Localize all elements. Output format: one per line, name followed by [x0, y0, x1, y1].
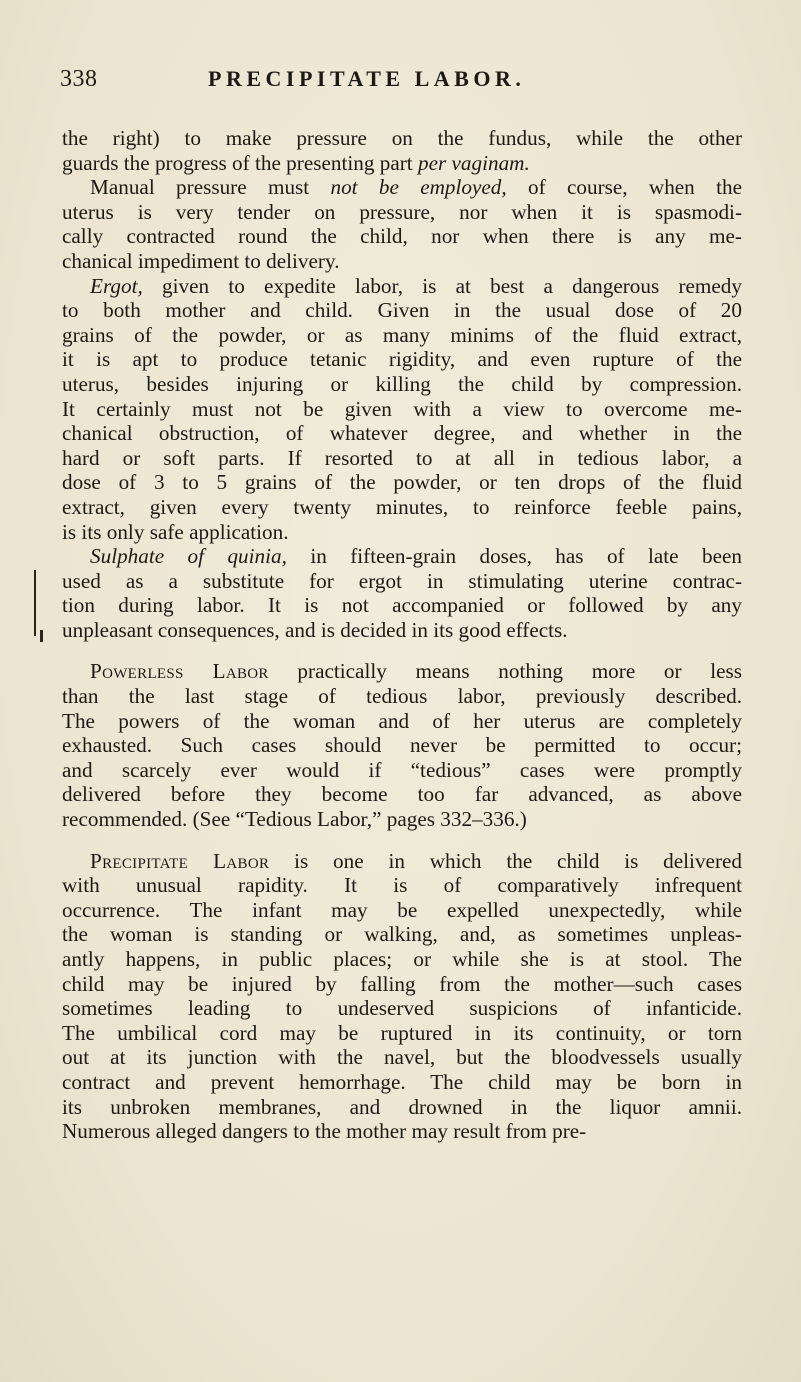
paragraph — [62, 659, 742, 831]
paragraph — [62, 544, 742, 642]
text-line — [62, 224, 742, 249]
text-run: the right) to make pressure on the fundus, while the other — [62, 126, 742, 150]
text-run: guards the progress of the presenting part — [62, 150, 418, 175]
text-line — [62, 175, 742, 200]
text-line — [62, 593, 742, 618]
text-line — [62, 347, 742, 372]
text-line — [62, 849, 742, 874]
page-header — [60, 66, 760, 96]
text-line — [62, 569, 742, 594]
text-line — [62, 151, 742, 176]
text-run: the woman is standing or walking, and, as sometimes unpleas- — [62, 922, 742, 947]
text-run: out at its junction with the navel, but the bloodvessels usually — [62, 1045, 742, 1070]
text-line — [62, 873, 742, 898]
body-text — [62, 126, 742, 1144]
text-run: unpleasant consequences, and is decided in its good effects. — [62, 617, 568, 642]
text-line — [62, 972, 742, 997]
text-run: chanical impediment to delivery. — [62, 248, 340, 273]
text-run: is its only safe application. — [62, 519, 289, 544]
running-head: PRECIPITATE LABOR. — [208, 66, 526, 91]
text-run: in fifteen-grain doses, has of late been — [286, 544, 742, 569]
text-run: given to expedite labor, is at best a dangerous remedy — [142, 273, 742, 298]
text-run: antly happens, in public places; or while she is at stool. The — [62, 947, 742, 971]
small-caps-run: Precipitate Labor — [90, 848, 270, 873]
text-line — [62, 249, 742, 274]
paragraph — [62, 126, 742, 175]
text-line — [62, 323, 742, 348]
text-run: The umbilical cord may be ruptured in its continuity, or torn — [62, 1020, 742, 1045]
text-line — [62, 495, 742, 520]
text-run: contract and prevent hemorrhage. The child may be born in — [62, 1069, 742, 1094]
text-line — [62, 1119, 742, 1144]
text-run: exhausted. Such cases should never be permitted to occur; — [62, 733, 742, 758]
text-run: It certainly must not be given with a view to overcome me- — [62, 396, 742, 421]
text-run: of course, when the — [506, 175, 742, 200]
text-run: delivered before they become too far advanced, as above — [62, 782, 742, 807]
text-run: child may be injured by falling from the mother—such cases — [62, 971, 742, 996]
text-run: is one in which the child is delivered — [269, 848, 742, 873]
text-line — [62, 659, 742, 684]
text-run: it is apt to produce tetanic rigidity, and even rupture of the — [62, 347, 742, 372]
text-run: chanical obstruction, of whatever degree, and whether in the — [62, 421, 742, 446]
paragraph — [62, 175, 742, 273]
text-line — [62, 684, 742, 709]
text-line — [62, 372, 742, 397]
text-line — [62, 898, 742, 923]
text-line — [62, 1045, 742, 1070]
paragraph — [62, 849, 742, 1144]
text-line — [62, 298, 742, 323]
text-line — [62, 782, 742, 807]
text-run: Manual pressure must — [90, 175, 331, 200]
text-line — [62, 947, 742, 972]
text-run: its unbroken membranes, and drowned in the liquor amnii. — [62, 1094, 742, 1119]
text-run: used as a substitute for ergot in stimulating uterine contrac- — [62, 568, 742, 593]
text-line — [62, 470, 742, 495]
text-line — [62, 922, 742, 947]
text-line — [62, 397, 742, 422]
text-run: recommended. (See “Tedious Labor,” pages 332–336.) — [62, 807, 527, 832]
text-run: practically means nothing more or less — [268, 659, 742, 684]
text-run: tion during labor. It is not accompanied or followed by any — [62, 593, 742, 618]
italic-run: not be employed, — [330, 175, 507, 200]
text-run: Numerous alleged dangers to the mother may result from pre- — [62, 1119, 587, 1144]
text-line — [62, 200, 742, 225]
text-line — [62, 520, 742, 545]
text-line — [62, 544, 742, 569]
text-line — [62, 446, 742, 471]
text-line — [62, 807, 742, 832]
margin-mark — [34, 570, 36, 636]
text-run: dose of 3 to 5 grains of the powder, or ten drops of the fluid — [62, 470, 742, 495]
text-line — [62, 274, 742, 299]
text-run: grains of the powder, or as many minims of the fluid extract, — [62, 322, 742, 347]
text-run: to both mother and child. Given in the usual dose of 20 — [62, 298, 742, 323]
text-line — [62, 421, 742, 446]
text-line — [62, 618, 742, 643]
text-line — [62, 758, 742, 783]
paragraph — [62, 274, 742, 545]
italic-run: per vaginam. — [417, 150, 530, 175]
text-line — [62, 126, 742, 151]
text-run: uterus, besides injuring or killing the child by compression. — [62, 371, 742, 396]
text-line — [62, 1070, 742, 1095]
text-run: with unusual rapidity. It is of comparatively infrequent — [62, 873, 742, 898]
text-line — [62, 996, 742, 1021]
paragraph-gap — [62, 642, 742, 659]
text-line — [62, 733, 742, 758]
page-number: 338 — [60, 66, 98, 92]
text-line — [62, 1095, 742, 1120]
text-run: extract, given every twenty minutes, to reinforce feeble pains, — [62, 494, 742, 519]
text-line — [62, 1021, 742, 1046]
text-run: uterus is very tender on pressure, nor when it is spasmodi- — [62, 199, 742, 224]
text-run: cally contracted round the child, nor when there is any me- — [62, 224, 742, 249]
text-run: sometimes leading to undeserved suspicions of infanticide. — [62, 996, 742, 1021]
italic-run: Sulphate of quinia, — [90, 544, 287, 569]
margin-mark — [40, 630, 43, 642]
text-run: hard or soft parts. If resorted to at all in tedious labor, a — [62, 445, 742, 470]
text-run: The powers of the woman and of her uterus are completely — [62, 708, 742, 733]
paragraph-gap — [62, 832, 742, 849]
text-line — [62, 709, 742, 734]
italic-run: Ergot, — [90, 273, 143, 298]
text-run: occurrence. The infant may be expelled unexpectedly, while — [62, 897, 742, 922]
text-run: than the last stage of tedious labor, previously described. — [62, 684, 742, 709]
text-run: and scarcely ever would if “tedious” cases were promptly — [62, 757, 742, 782]
small-caps-run: Powerless Labor — [90, 659, 269, 684]
